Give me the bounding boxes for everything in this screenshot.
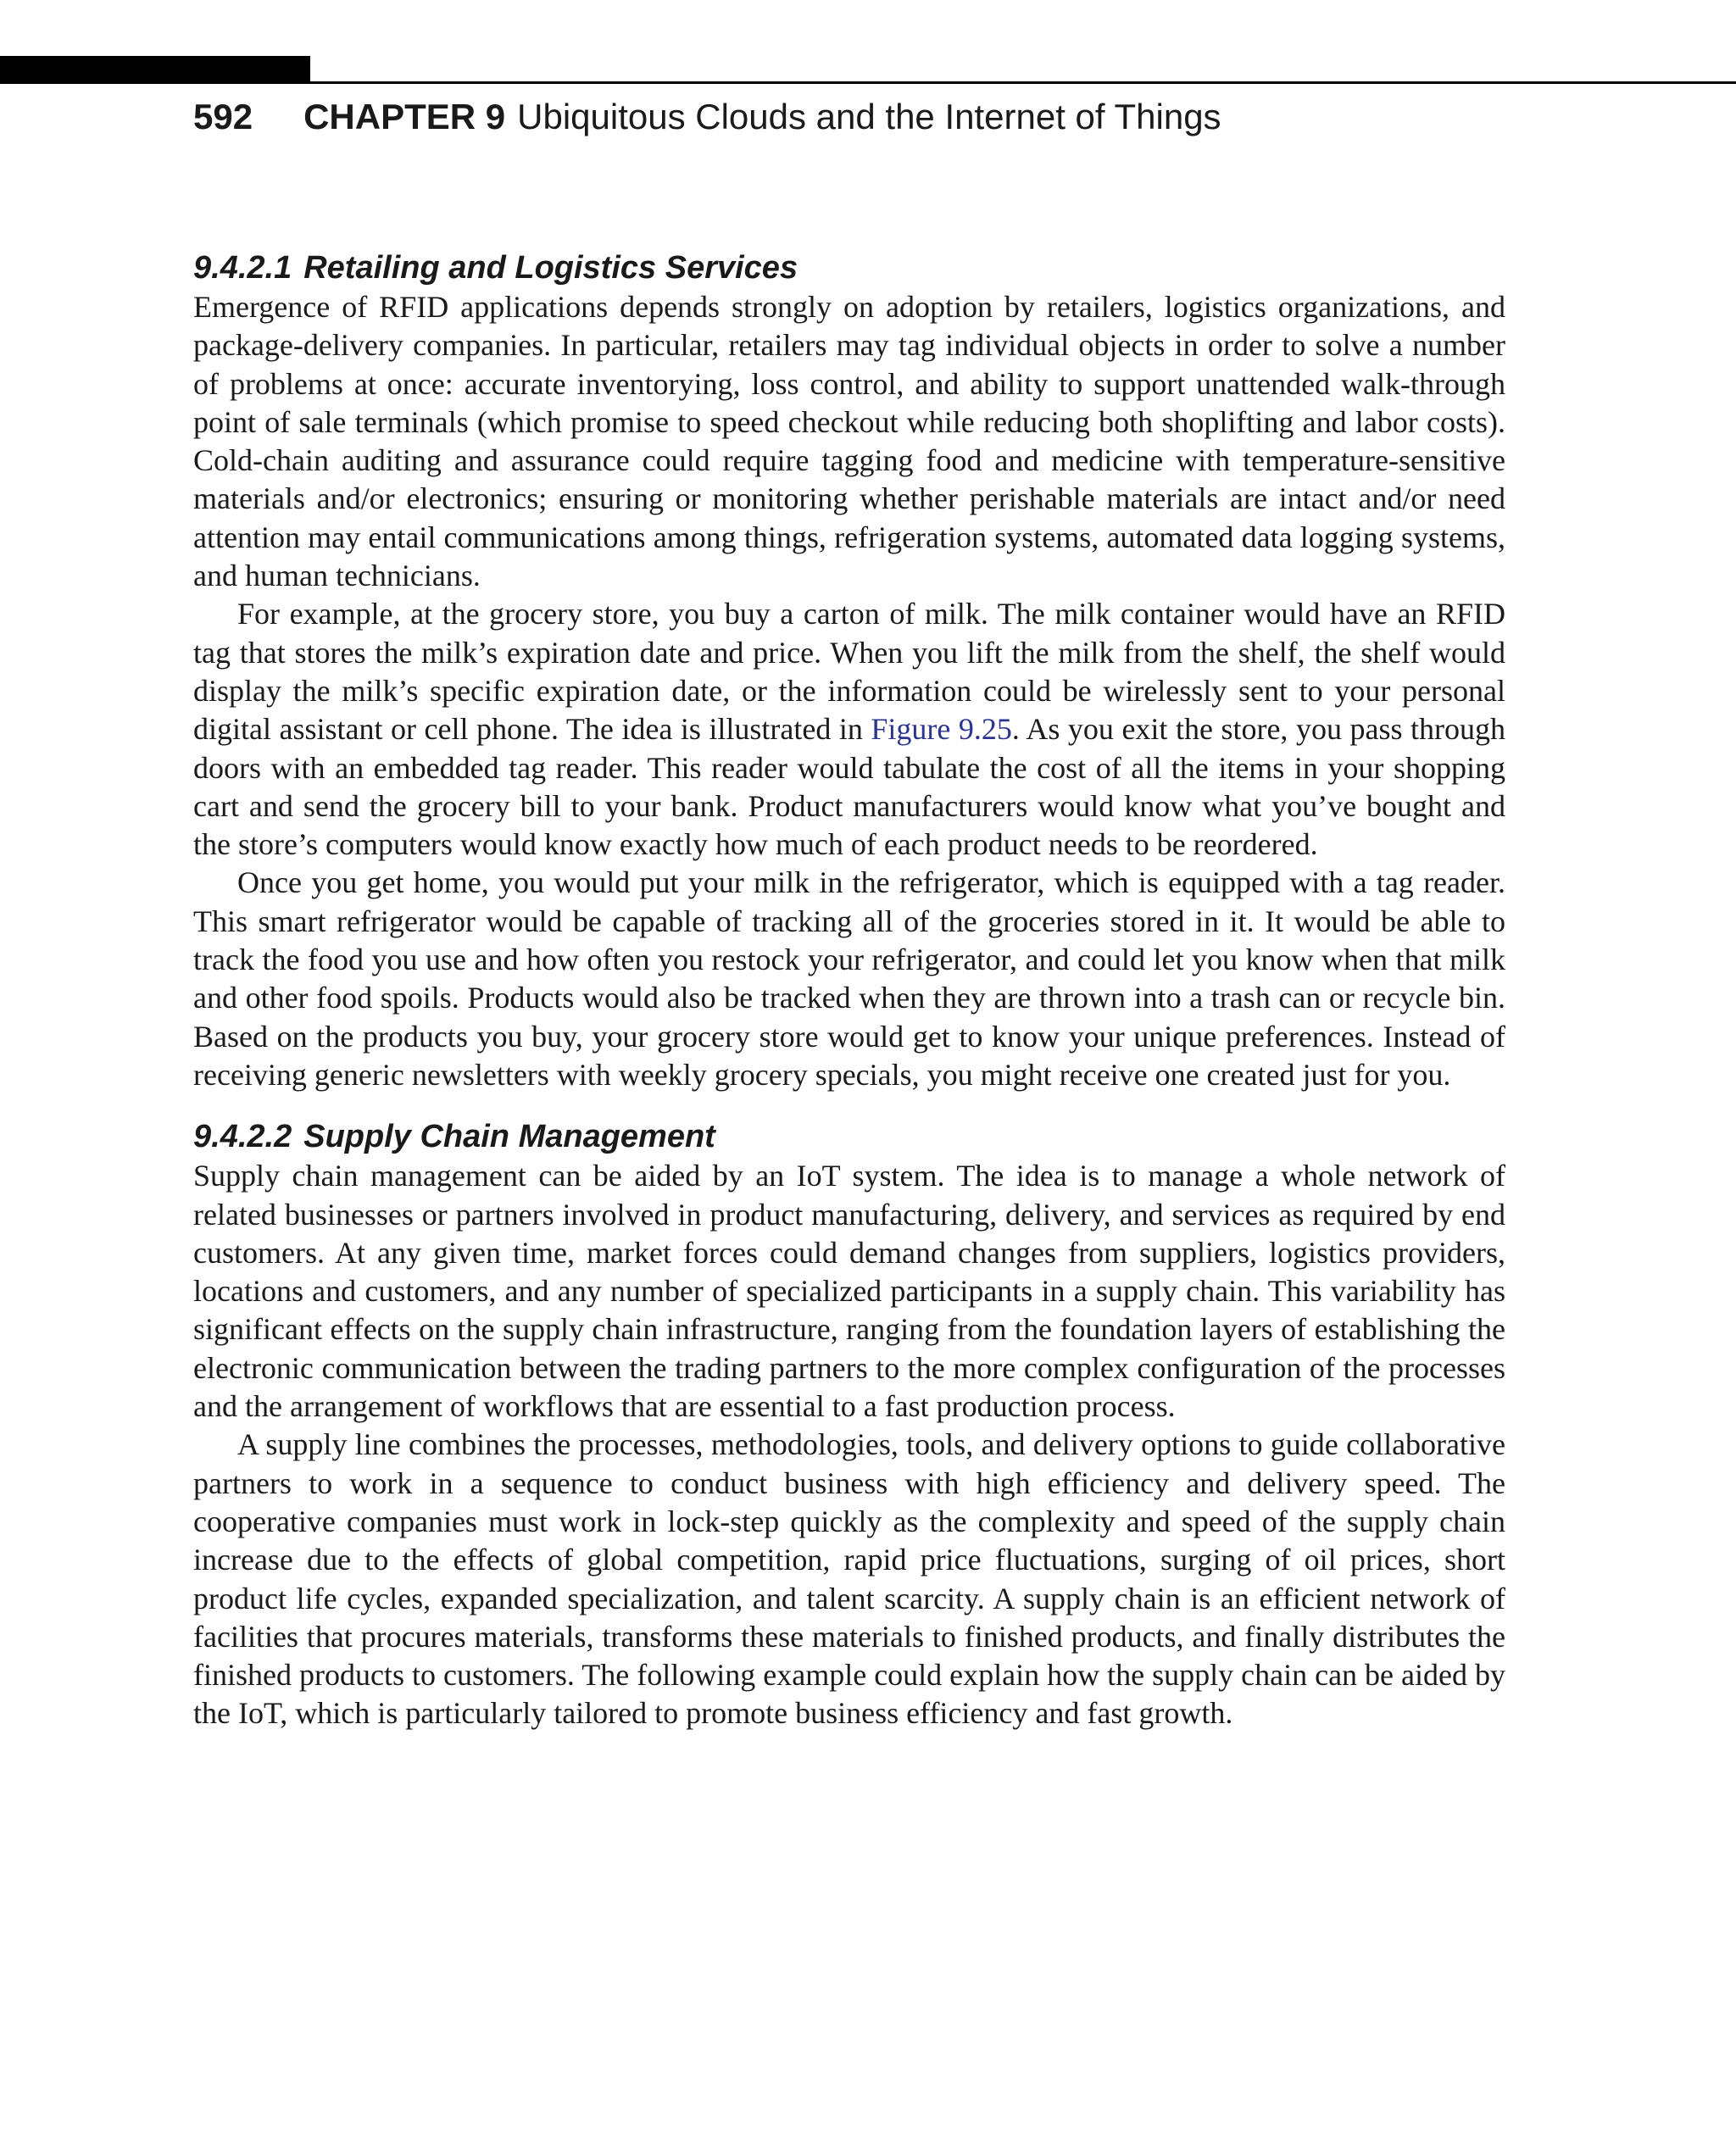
section-title: Supply Chain Management: [303, 1119, 715, 1155]
section-number: 9.4.2.2: [193, 1119, 292, 1155]
paragraph: Once you get home, you would put your milk in the refrigerator, which is equipped with a tag reader. This smart refrigerator would be capable of tracking all of the groceries stored in it. It would be able to track the food you use and how often you restock your refrigerator, and could let you know when that milk and other food spoils. Products would also be tracked when they are thrown into a trash can or recycle bin. Based on the products you buy, your grocery store would get to know your unique preferences. Instead of receiving generic newsletters with weekly grocery specials, you might receive one created just for you.: [193, 865, 1505, 1092]
paragraph: Emergence of RFID applications depends strongly on adoption by retailers, logistics organizations, and package-delivery companies. In particular, retailers may tag individual objects in order to solve a number of problems at once: accurate inventorying, loss control, and ability to support unattended walk-through point of sale terminals (which promise to speed checkout while reducing both shoplifting and labor costs). Cold-chain auditing and assurance could require tagging food and medicine with temperature-sensitive materials and/or electronics; ensuring or monitoring whether perishable materials are intact and/or need attention may entail communications among things, refrigeration systems, automated data logging systems, and human technicians.: [193, 290, 1505, 593]
section-heading-supply-chain: [193, 1116, 1505, 1157]
running-header: [193, 95, 1221, 139]
paragraph: Supply chain management can be aided by an IoT system. The idea is to manage a whole network of related businesses or partners involved in product manufacturing, delivery, and services as required by end customers. At any given time, market forces could demand changes from suppliers, logistics providers, locations and customers, and any number of specialized participants in a supply chain. This variability has significant effects on the supply chain infrastructure, ranging from the foundation layers of establishing the electronic communication between the trading partners to the more complex configuration of the processes and the arrangement of workflows that are essential to a fast production process.: [193, 1159, 1505, 1424]
paragraph: [193, 595, 1505, 864]
header-black-bar: [0, 56, 310, 84]
header-rule: [0, 81, 1736, 84]
chapter-label: CHAPTER 9: [303, 97, 506, 136]
chapter-title: Ubiquitous Clouds and the Internet of Things: [517, 97, 1221, 136]
section-number: 9.4.2.1: [193, 250, 292, 286]
page-body: [193, 247, 1505, 1733]
paragraph: A supply line combines the processes, methodologies, tools, and delivery options to guide collaborative partners to work in a sequence to conduct business with high efficiency and delivery speed. The cooperative companies must work in lock-step quickly as the complexity and speed of the supply chain increase due to the effects of global competition, rapid price fluctuations, surging of oil prices, short product life cycles, expanded specialization, and talent scarcity. A supply chain is an efficient network of facilities that procures materials, transforms these materials to finished products, and finally distributes the finished products to customers. The following example could explain how the supply chain can be aided by the IoT, which is particularly tailored to promote business efficiency and fast growth.: [193, 1427, 1505, 1731]
section-heading-retailing: [193, 247, 1505, 288]
page-number: 592: [193, 97, 253, 136]
paragraph-text: For example, at the grocery store, you buy a carton of milk. The milk container would have an RFID tag that stores the milk’s expiration date and price. When you lift the milk from the shelf, the shelf would display the milk’s specific expiration date, or the information could be wirelessly sent to your personal digital assistant or cell phone. The idea is illustrated in: [193, 597, 1505, 747]
paragraph-text: . As you exit the store, you pass through doors with an embedded tag reader. This reader would tabulate the cost of all the items in your shopping cart and send the grocery bill to your bank. Product manufacturers would know what you’ve bought and the store’s computers would know exactly how much of each product needs to be reordered.: [193, 712, 1505, 862]
section-title: Retailing and Logistics Services: [303, 250, 798, 286]
figure-link[interactable]: Figure 9.25: [871, 712, 1012, 747]
